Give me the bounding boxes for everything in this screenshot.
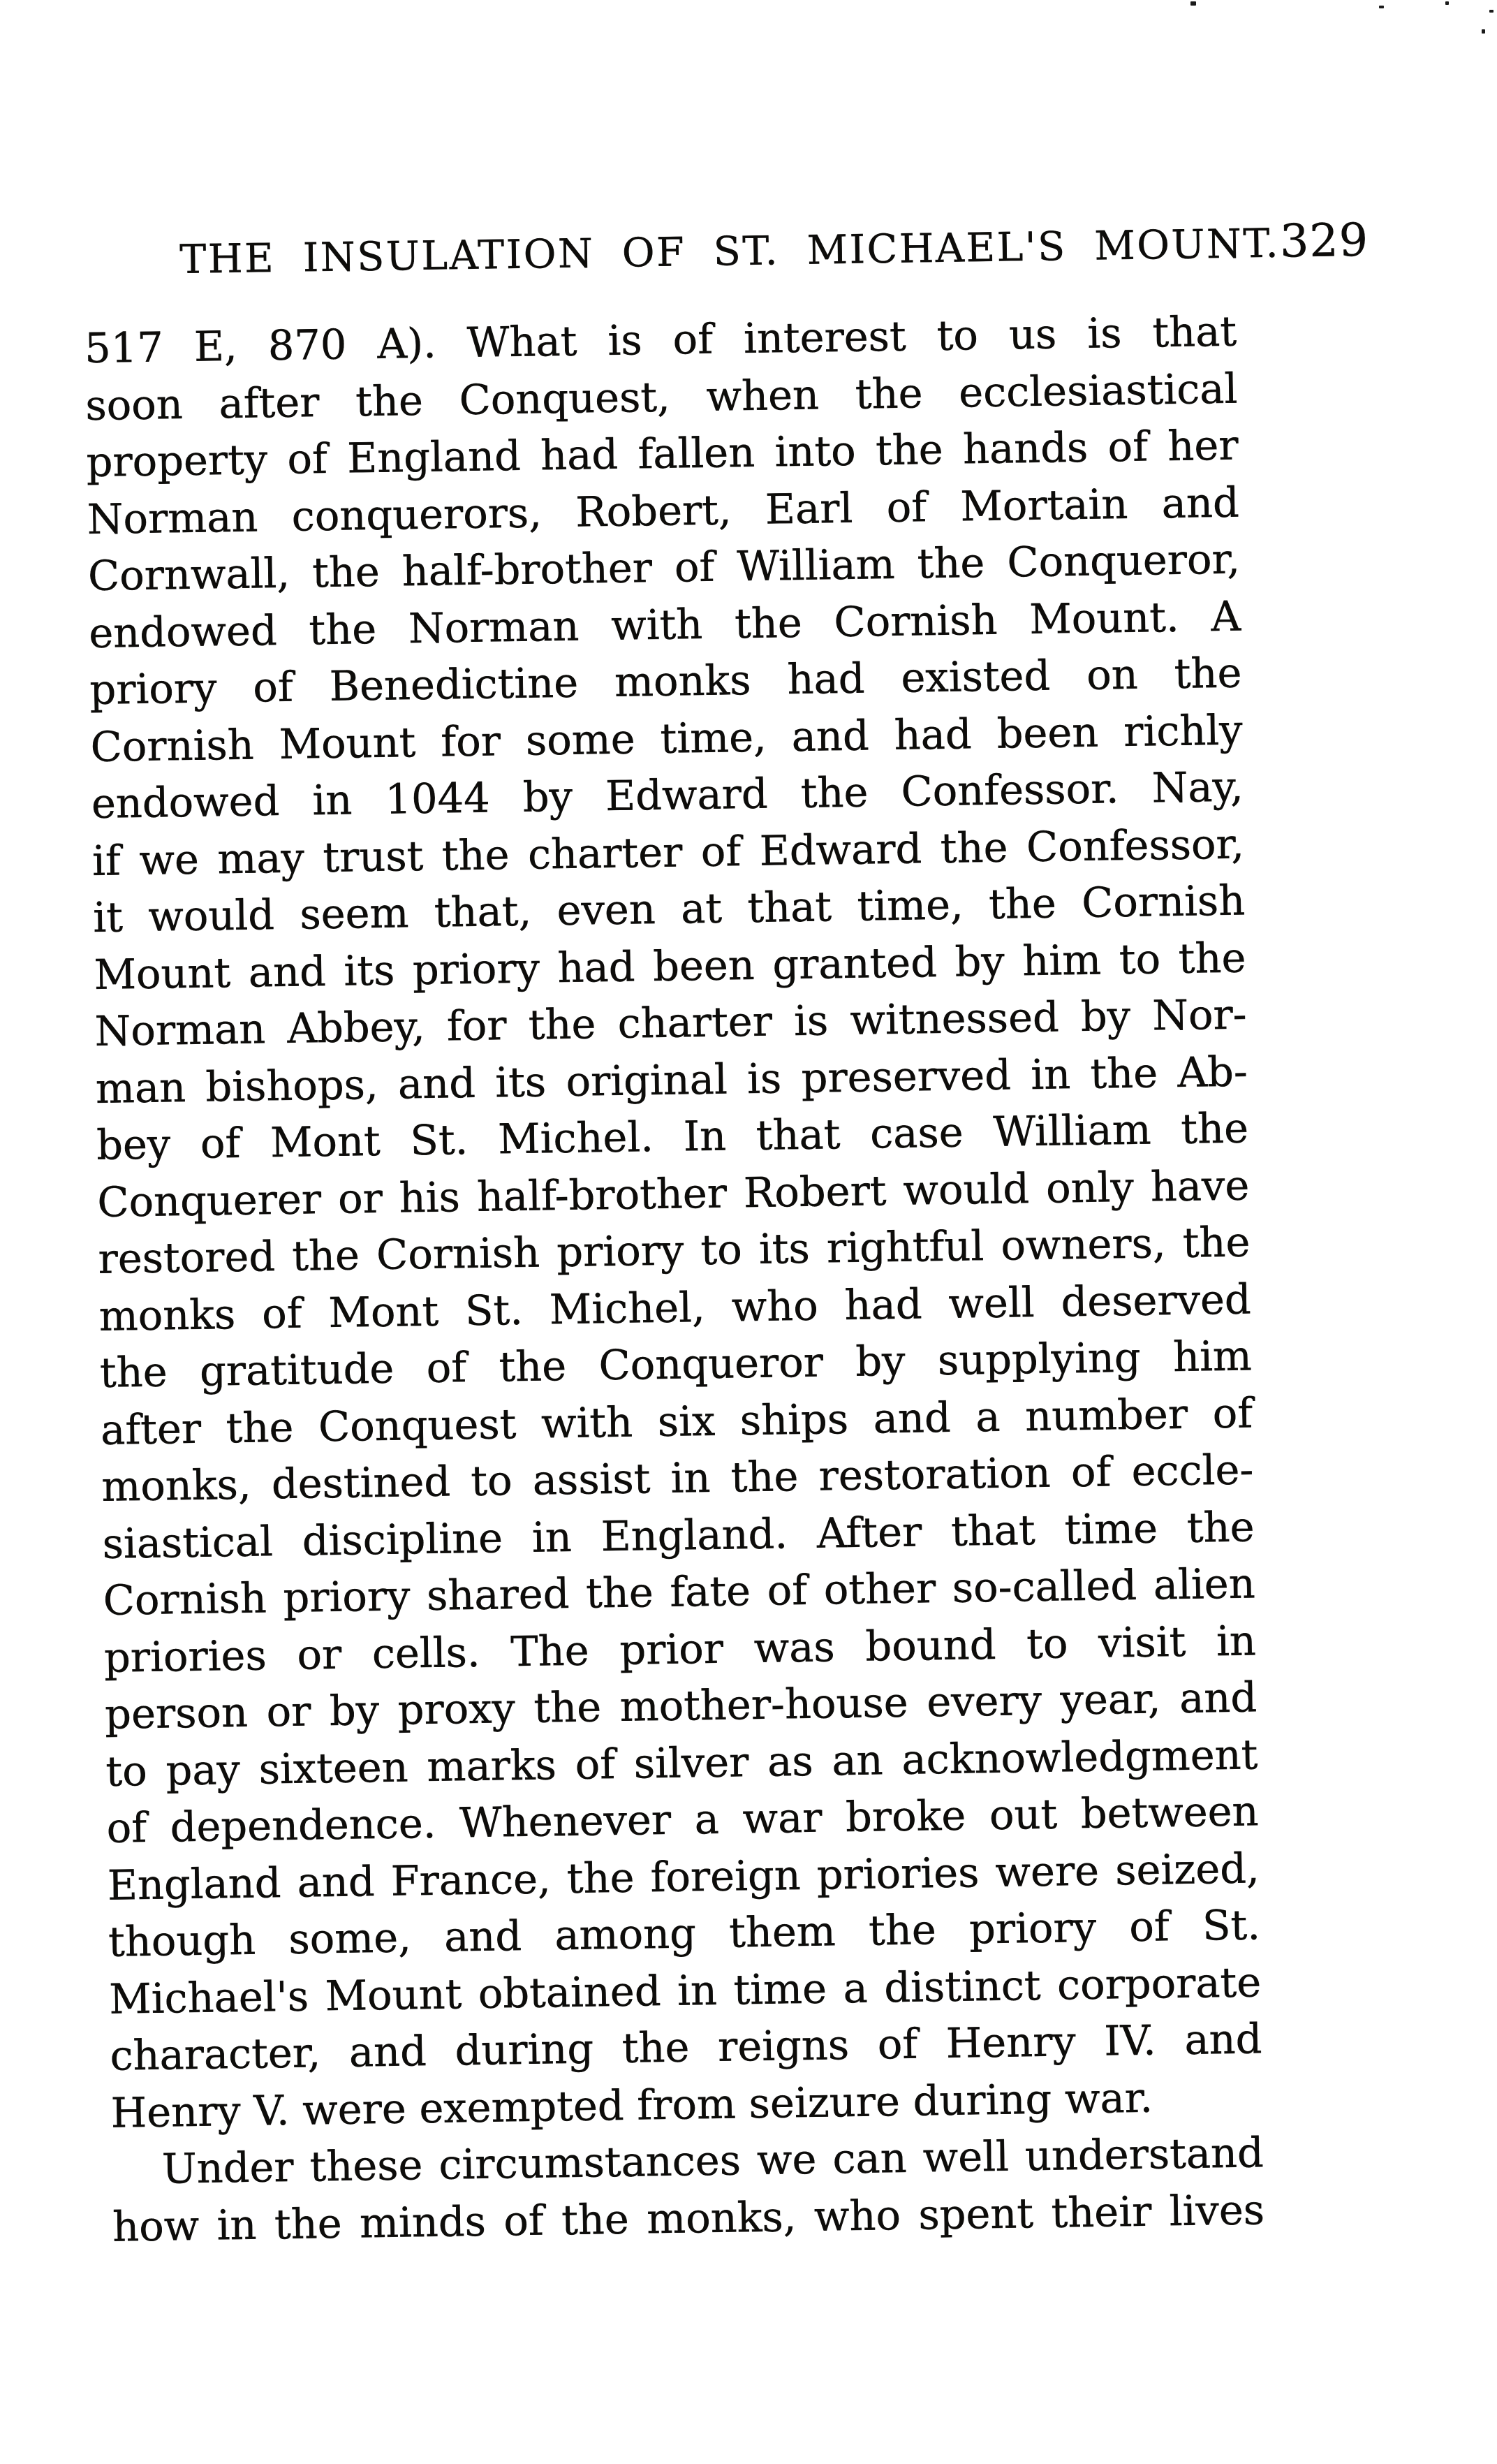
text-line: Cornish priory shared the fate of other so-called alien (103, 1559, 1256, 1625)
running-header (83, 214, 1369, 286)
text-line: Cornwall, the half-brother of William the Conqueror, (87, 534, 1241, 601)
text-line: monks of Mont St. Michel, who had well deserved (98, 1274, 1252, 1340)
text-line: character, and during the reigns of Henry IV. and (110, 2014, 1262, 2080)
text-line: Mount and its priory had been granted by him to the (94, 932, 1246, 999)
text-line: monks, destined to assist in the restoration of eccle- (101, 1445, 1254, 1511)
text-line: Norman Abbey, for the charter is witnessed by Nor- (94, 990, 1248, 1055)
text-line: if we may trust the charter of Edward the Confessor, (91, 819, 1245, 885)
text-line: England and France, the foreign priories were seized, (107, 1843, 1260, 1909)
text-line: Conquerer or his half-brother Robert would only have (96, 1160, 1250, 1226)
text-line: it would seem that, even at that time, the Cornish (92, 876, 1246, 941)
scan-speck (1482, 29, 1485, 34)
text-line: person or by proxy the mother-house every year, and (104, 1673, 1258, 1738)
running-header-title: THE INSULATION OF ST. MICHAEL'S MOUNT. (179, 220, 1281, 284)
text-line: of dependence. Whenever a war broke out between (106, 1787, 1260, 1852)
text-line: siastical discipline in England. After that time the (102, 1502, 1255, 1568)
text-line: how in the minds of the monks, who spent their lives (112, 2185, 1265, 2251)
text-line: priory of Benedictine monks had existed on the (89, 648, 1242, 714)
text-line: though some, and among them the priory of St. (108, 1900, 1261, 1966)
text-line: to pay sixteen marks of silver as an acknowledgment (105, 1729, 1258, 1796)
scan-speck (1489, 10, 1494, 13)
text-line: soon after the Conquest, when the ecclesiastical (84, 364, 1238, 430)
page-number: 329 (1279, 214, 1369, 268)
text-line: property of England had fallen into the hands of her (86, 420, 1239, 487)
text-line: endowed the Norman with the Cornish Mount. A (88, 592, 1241, 657)
text-line: endowed in 1044 by Edward the Confessor. Nay, (91, 762, 1244, 828)
text-line: Michael's Mount obtained in time a distinct corporate (108, 1957, 1262, 2023)
text-line: after the Conquest with six ships and a number of (100, 1388, 1253, 1454)
text-line: Norman conquerors, Robert, Earl of Mortain and (87, 478, 1240, 543)
text-line: Henry V. were exempted from seizure during war. (110, 2073, 1153, 2137)
text-line: Under these circumstances we can well understand (161, 2128, 1264, 2193)
text-line: man bishops, and its original is preserved in the Ab- (95, 1046, 1248, 1113)
text-line: the gratitude of the Conqueror by supplying him (99, 1331, 1253, 1397)
text-line: restored the Cornish priory to its rightful owners, the (98, 1217, 1251, 1283)
text-line: bey of Mont St. Michel. In that case William the (96, 1103, 1249, 1169)
text-line: Cornish Mount for some time, and had been richly (90, 705, 1244, 771)
text-line: priories or cells. The prior was bound to visit in (103, 1615, 1257, 1682)
body-text (84, 303, 1265, 2255)
text-line: 517 E, 870 A). What is of interest to us is that (84, 307, 1237, 373)
